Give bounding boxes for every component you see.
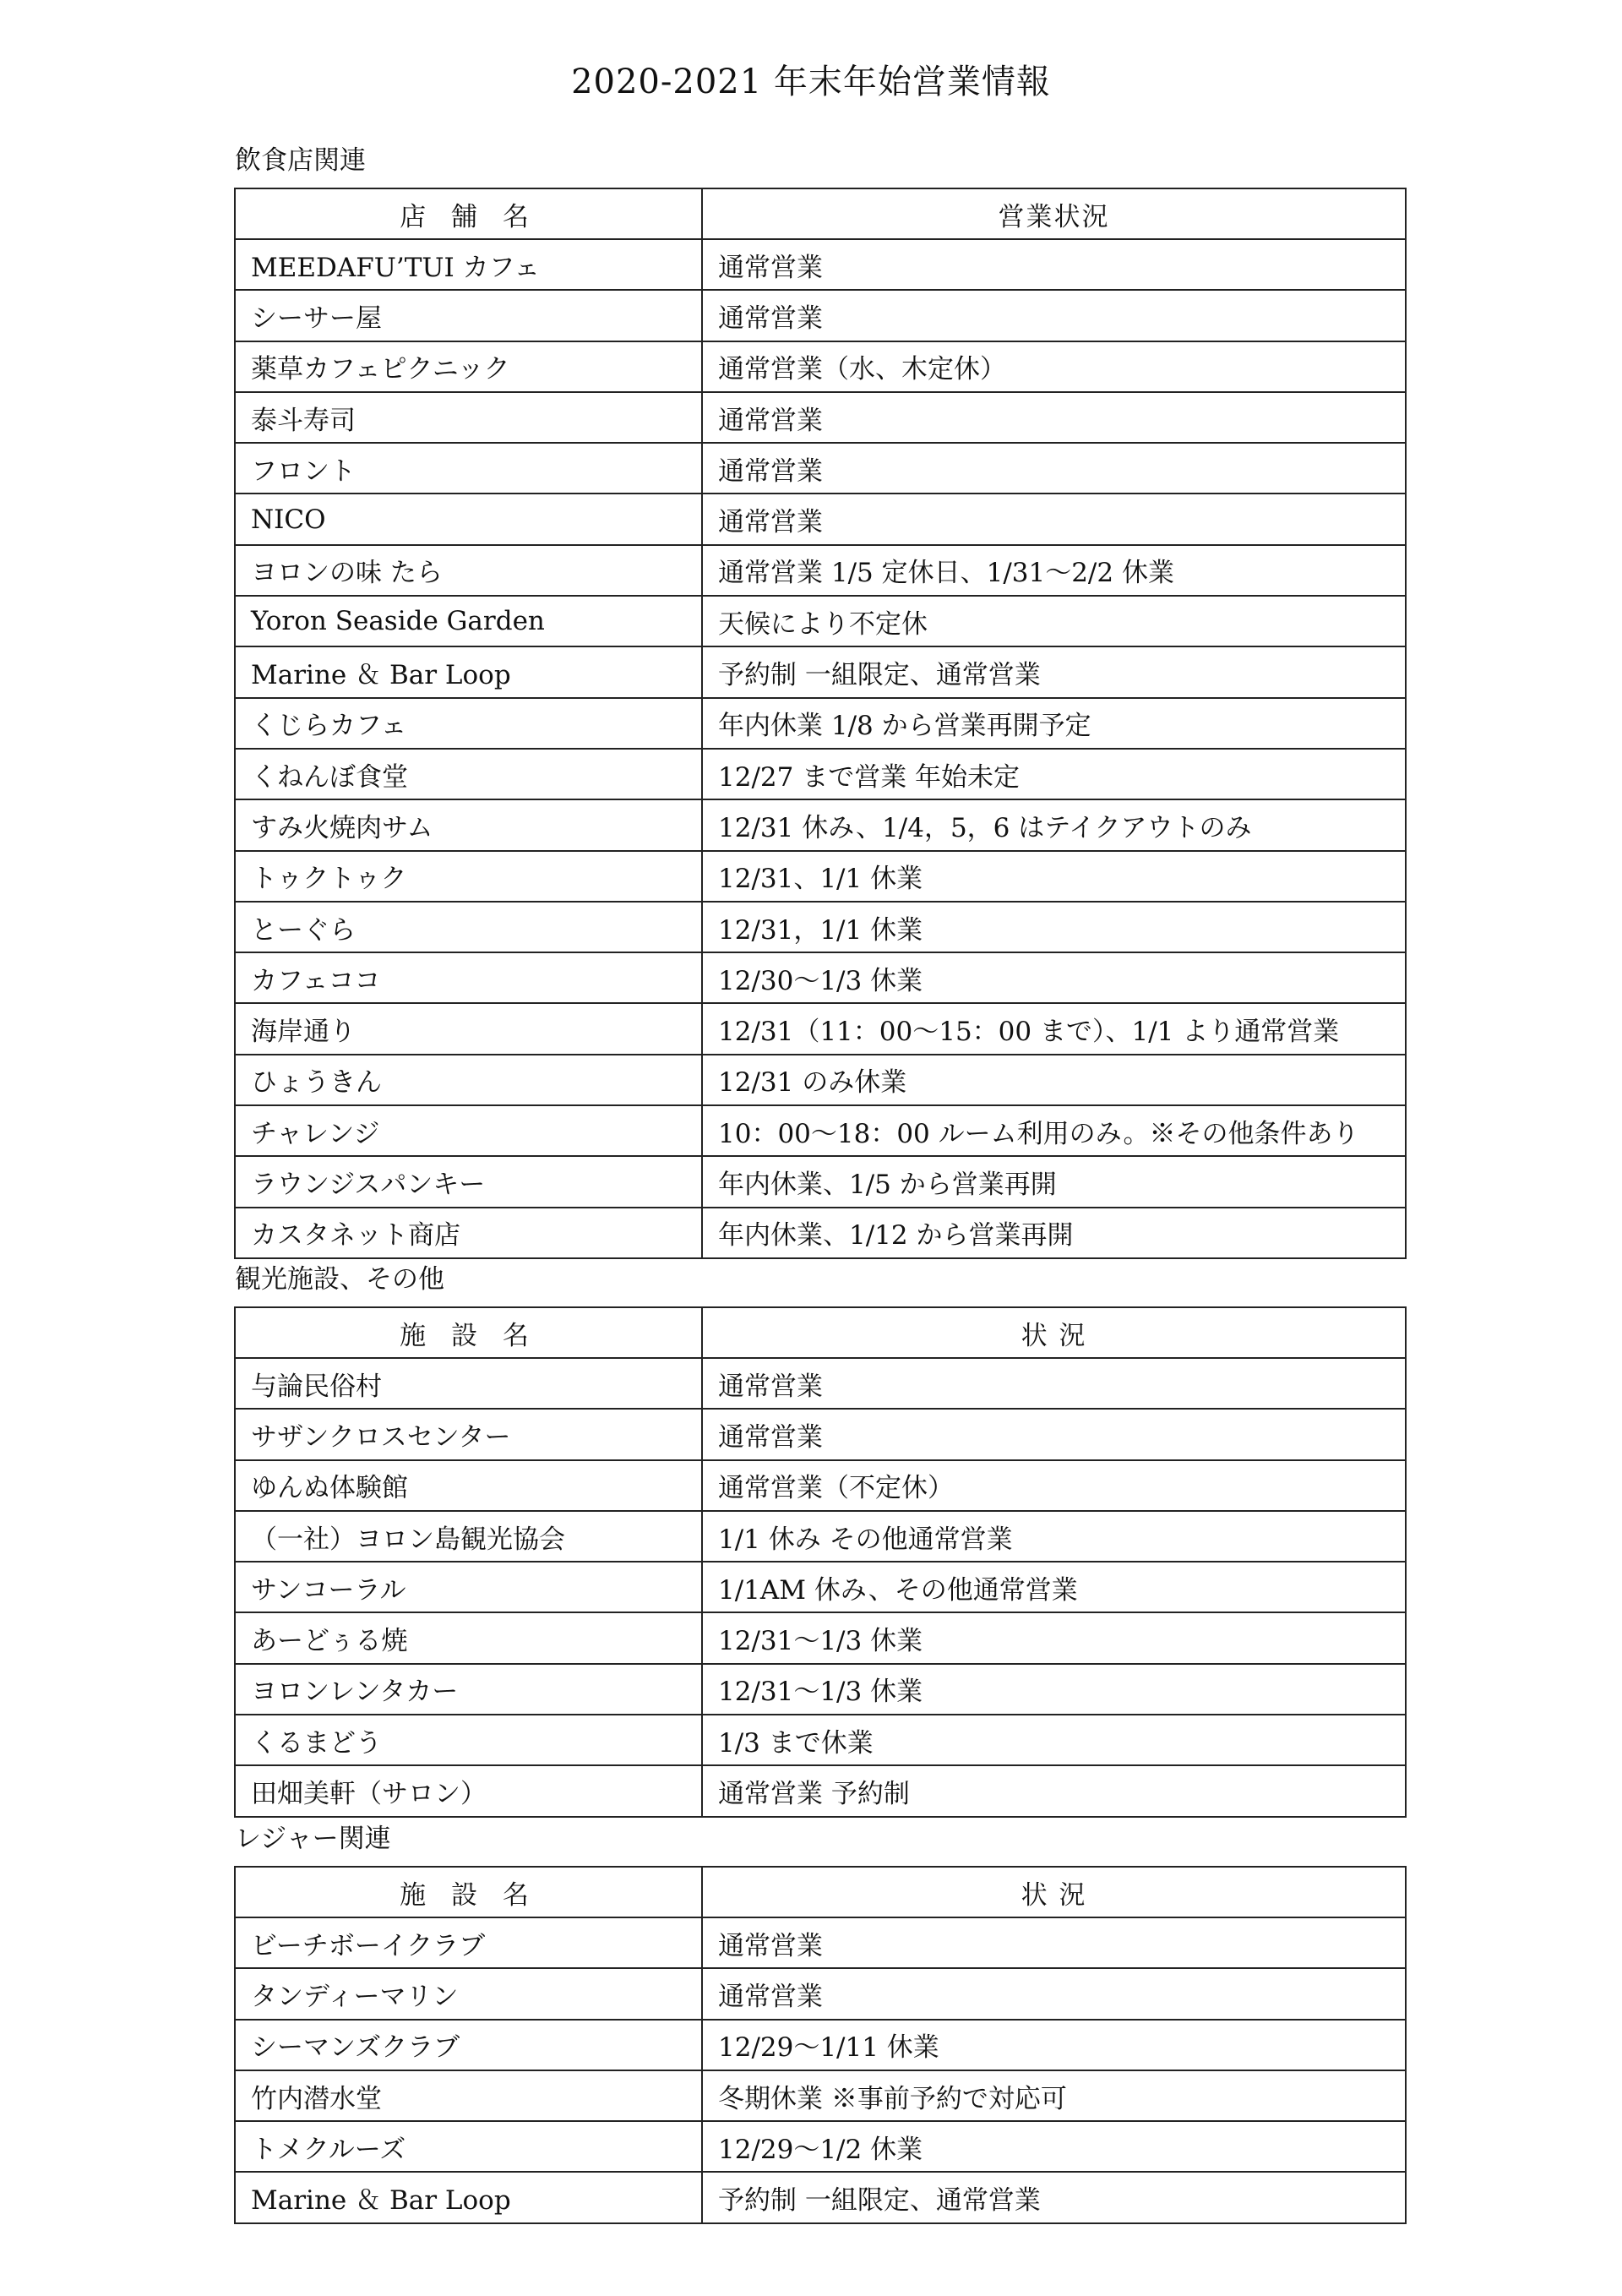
facility-name-cell: 海岸通り: [235, 1003, 702, 1054]
facility-name-cell: 泰斗寿司: [235, 392, 702, 443]
status-cell: 通常営業: [702, 290, 1406, 341]
table-row: [235, 1664, 1406, 1715]
table-row: [235, 1765, 1406, 1816]
status-cell: 通常営業: [702, 392, 1406, 443]
facility-name-cell: カフェココ: [235, 952, 702, 1003]
table-header-row: [235, 1307, 1406, 1358]
status-cell: 10：00～18：00 ルーム利用のみ。※その他条件あり: [702, 1105, 1406, 1156]
facility-name-cell: 薬草カフェピクニック: [235, 341, 702, 392]
status-cell: 12/31～1/3 休業: [702, 1612, 1406, 1663]
status-cell: 通常営業（水、木定休）: [702, 341, 1406, 392]
table-row: [235, 239, 1406, 290]
sightseeing-table: [234, 1306, 1407, 1818]
table-row: [235, 443, 1406, 494]
facility-name-cell: すみ火焼肉サム: [235, 799, 702, 850]
column-header-name: 施 設 名: [235, 1867, 702, 1917]
status-cell: 予約制 一組限定、通常営業: [702, 2172, 1406, 2222]
facility-name-cell: MEEDAFU’TUI カフェ: [235, 239, 702, 290]
status-cell: 通常営業: [702, 1358, 1406, 1409]
facility-name-cell: 与論民俗村: [235, 1358, 702, 1409]
facility-name-cell: Marine ＆ Bar Loop: [235, 646, 702, 697]
table-row: [235, 646, 1406, 697]
facility-name-cell: NICO: [235, 494, 702, 544]
facility-name-cell: くねんぼ食堂: [235, 749, 702, 799]
column-header-status: 営業状況: [702, 188, 1406, 239]
status-cell: 12/27 まで営業 年始未定: [702, 749, 1406, 799]
column-header-name: 施 設 名: [235, 1307, 702, 1358]
status-cell: 通常営業: [702, 1968, 1406, 2019]
facility-name-cell: 田畑美軒（サロン）: [235, 1765, 702, 1816]
facility-name-cell: ヨロンの味 たら: [235, 545, 702, 596]
facility-name-cell: シーマンズクラブ: [235, 2020, 702, 2070]
table-row: [235, 1055, 1406, 1105]
table-row: [235, 698, 1406, 749]
table-header-row: [235, 1867, 1406, 1917]
status-cell: 通常営業 1/5 定休日、1/31～2/2 休業: [702, 545, 1406, 596]
facility-name-cell: 竹内潜水堂: [235, 2070, 702, 2121]
status-cell: 12/31 のみ休業: [702, 1055, 1406, 1105]
table-row: [235, 1409, 1406, 1459]
table-row: [235, 2172, 1406, 2222]
facility-name-cell: トメクルーズ: [235, 2121, 702, 2172]
facility-name-cell: とーぐら: [235, 902, 702, 952]
status-cell: 通常営業: [702, 443, 1406, 494]
status-cell: 通常営業 予約制: [702, 1765, 1406, 1816]
facility-name-cell: Marine ＆ Bar Loop: [235, 2172, 702, 2222]
status-cell: 1/1 休み その他通常営業: [702, 1511, 1406, 1562]
status-cell: 12/31～1/3 休業: [702, 1664, 1406, 1715]
table-row: [235, 952, 1406, 1003]
table-row: [235, 851, 1406, 902]
status-cell: 通常営業: [702, 494, 1406, 544]
status-cell: 年内休業、1/12 から営業再開: [702, 1208, 1406, 1258]
table-row: [235, 1511, 1406, 1562]
table-row: [235, 1715, 1406, 1765]
table-row: [235, 1208, 1406, 1258]
status-cell: 12/31（11：00～15：00 まで）、1/1 より通常営業: [702, 1003, 1406, 1054]
table-row: [235, 1003, 1406, 1054]
facility-name-cell: くるまどう: [235, 1715, 702, 1765]
facility-name-cell: Yoron Seaside Garden: [235, 596, 702, 646]
restaurant-table: [234, 188, 1407, 1259]
table-row: [235, 341, 1406, 392]
status-cell: 通常営業: [702, 1409, 1406, 1459]
table-row: [235, 494, 1406, 544]
section-heading-sightseeing: 観光施設、その他: [235, 1264, 444, 1295]
status-cell: 12/31 休み、1/4，5，6 はテイクアウトのみ: [702, 799, 1406, 850]
status-cell: 天候により不定休: [702, 596, 1406, 646]
status-cell: 予約制 一組限定、通常営業: [702, 646, 1406, 697]
table-row: [235, 1612, 1406, 1663]
status-cell: 12/31、1/1 休業: [702, 851, 1406, 902]
status-cell: 12/29～1/2 休業: [702, 2121, 1406, 2172]
facility-name-cell: ビーチボーイクラブ: [235, 1917, 702, 1968]
status-cell: 1/1AM 休み、その他通常営業: [702, 1562, 1406, 1612]
status-cell: 12/31，1/1 休業: [702, 902, 1406, 952]
status-cell: 通常営業（不定休）: [702, 1460, 1406, 1511]
facility-name-cell: チャレンジ: [235, 1105, 702, 1156]
facility-name-cell: ラウンジスパンキー: [235, 1156, 702, 1207]
table-row: [235, 1105, 1406, 1156]
facility-name-cell: シーサー屋: [235, 290, 702, 341]
facility-name-cell: タンディーマリン: [235, 1968, 702, 2019]
status-cell: 1/3 まで休業: [702, 1715, 1406, 1765]
leisure-table: [234, 1866, 1407, 2224]
facility-name-cell: サンコーラル: [235, 1562, 702, 1612]
table-row: [235, 2070, 1406, 2121]
page-title: 2020-2021 年末年始営業情報: [571, 63, 1051, 101]
table-row: [235, 545, 1406, 596]
facility-name-cell: トゥクトゥク: [235, 851, 702, 902]
status-cell: 通常営業: [702, 239, 1406, 290]
table-row: [235, 2121, 1406, 2172]
table-row: [235, 596, 1406, 646]
status-cell: 年内休業、1/5 から営業再開: [702, 1156, 1406, 1207]
facility-name-cell: フロント: [235, 443, 702, 494]
section-heading-leisure: レジャー関連: [235, 1824, 391, 1854]
facility-name-cell: くじらカフェ: [235, 698, 702, 749]
facility-name-cell: ゆんぬ体験館: [235, 1460, 702, 1511]
facility-name-cell: ひょうきん: [235, 1055, 702, 1105]
table-row: [235, 1358, 1406, 1409]
column-header-status: 状 況: [702, 1867, 1406, 1917]
table-row: [235, 1968, 1406, 2019]
status-cell: 年内休業 1/8 から営業再開予定: [702, 698, 1406, 749]
table-row: [235, 749, 1406, 799]
facility-name-cell: サザンクロスセンター: [235, 1409, 702, 1459]
status-cell: 12/29～1/11 休業: [702, 2020, 1406, 2070]
column-header-status: 状 況: [702, 1307, 1406, 1358]
status-cell: 12/30～1/3 休業: [702, 952, 1406, 1003]
table-header-row: [235, 188, 1406, 239]
facility-name-cell: （一社）ヨロン島観光協会: [235, 1511, 702, 1562]
status-cell: 通常営業: [702, 1917, 1406, 1968]
status-cell: 冬期休業 ※事前予約で対応可: [702, 2070, 1406, 2121]
section-heading-restaurants: 飲食店関連: [235, 145, 366, 176]
table-row: [235, 902, 1406, 952]
table-row: [235, 1917, 1406, 1968]
table-row: [235, 799, 1406, 850]
table-row: [235, 1562, 1406, 1612]
facility-name-cell: ヨロンレンタカー: [235, 1664, 702, 1715]
facility-name-cell: あーどぅる焼: [235, 1612, 702, 1663]
table-row: [235, 2020, 1406, 2070]
table-row: [235, 1156, 1406, 1207]
column-header-name: 店 舗 名: [235, 188, 702, 239]
table-row: [235, 290, 1406, 341]
table-row: [235, 392, 1406, 443]
table-row: [235, 1460, 1406, 1511]
facility-name-cell: カスタネット商店: [235, 1208, 702, 1258]
